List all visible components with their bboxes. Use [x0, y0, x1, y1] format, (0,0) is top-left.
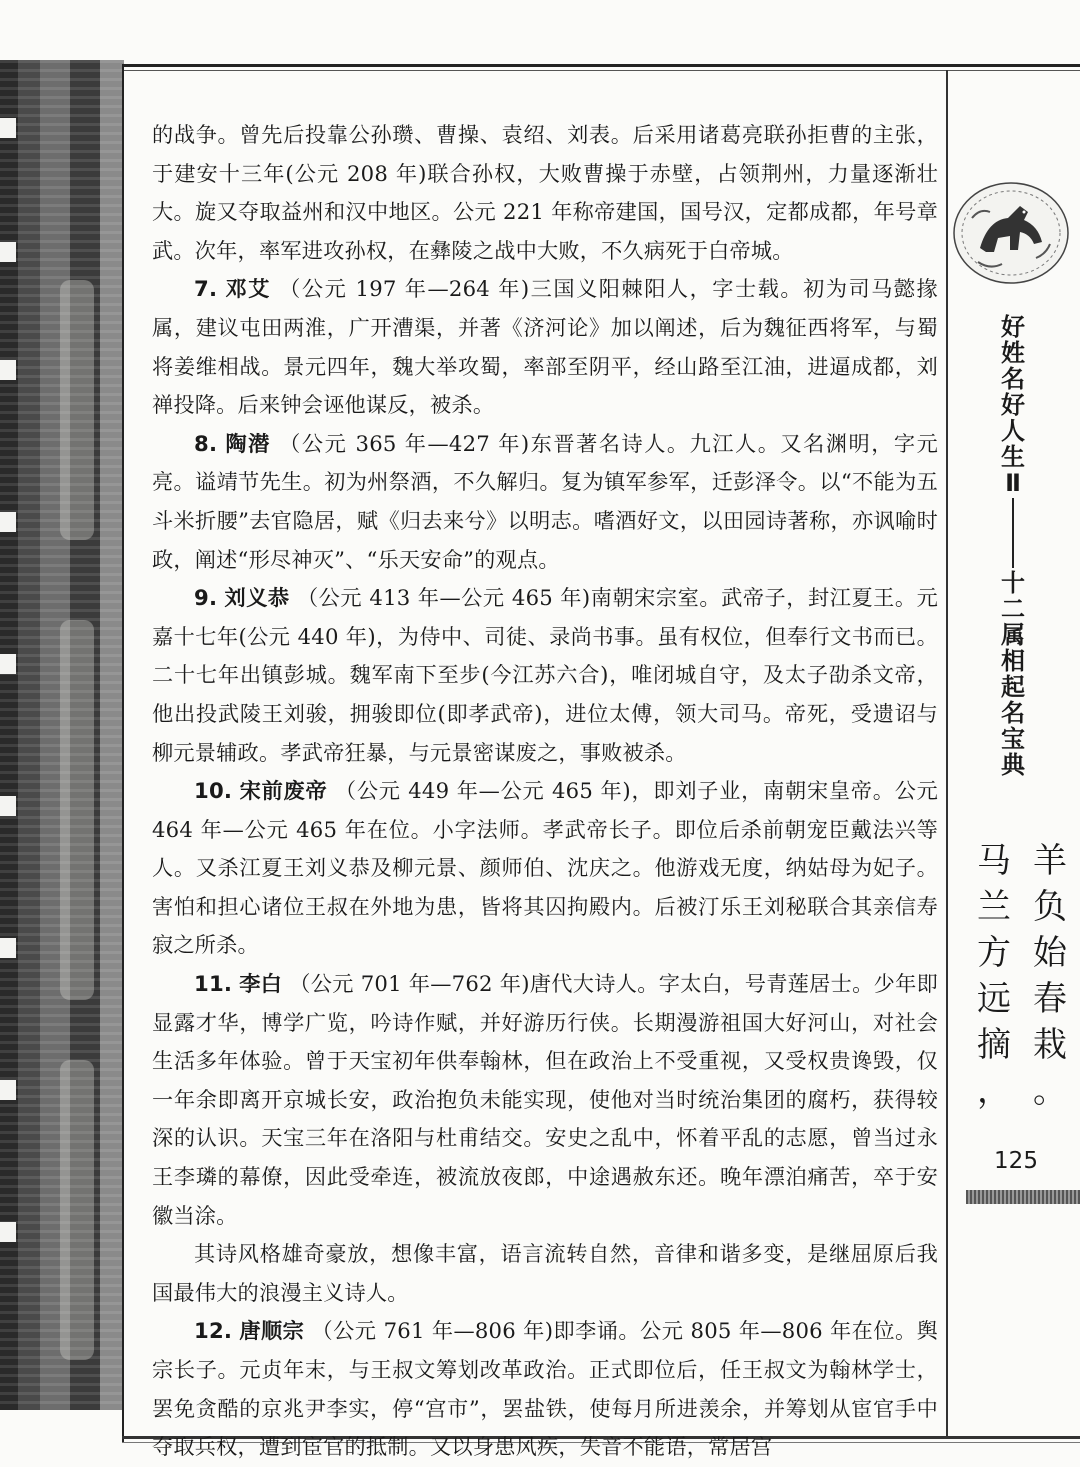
binding-notch	[0, 1080, 16, 1100]
entry-name: 宋前废帝	[239, 778, 328, 804]
entry-number: 8.	[194, 430, 218, 456]
entry-text: （公元 701 年—762 年)唐代大诗人。字太白，号青莲居士。少年即显露才华，博学广览，吟诗作赋，并好游历行侠。长期漫游祖国大好河山，对社会生活多年体验。曾于天宝初年供奉翰林，但在政治上不受重视，又受权贵谗毁，仅一年余即离开京城长安，政治抱负未能实现，使他对当时统治集团的腐朽，获得较深的认识。天宝三年在洛阳与杜甫结交。安史之乱中，怀着平乱的志愿，曾当过永王李璘的幕僚，因此受牵连，被流放夜郎，中途遇赦东还。晚年漂泊痛苦，卒于安徽当涂。	[152, 971, 939, 1228]
title-char: 生	[1001, 443, 1025, 471]
biography-entry	[152, 270, 938, 424]
poem-char: ，	[977, 1071, 1011, 1111]
poem-column-left	[972, 838, 1016, 1114]
entry-text: 其诗风格雄奇豪放，想像丰富，语言流转自然，音律和谐多变，是继屈原后我国最伟大的浪漫主义诗人。	[152, 1241, 938, 1305]
entry-name: 李白	[239, 971, 283, 997]
entry-number: 9.	[194, 585, 218, 611]
biography-entry	[152, 772, 938, 965]
poem-char: 摘	[977, 1025, 1011, 1065]
poem-char: 。	[1033, 1071, 1067, 1111]
entry-text: （公元 365 年—427 年)东晋著名诗人。九江人。又名渊明，字元亮。谥靖节先生。初为州祭酒，不久解归。复为镇军参军，迁彭泽令。以“不能为五斗米折腰”去官隐居，赋《归去来兮》以明志。嗜酒好文，以田园诗著称，亦讽喻时政，阐述“形尽神灭”、“乐天安命”的观点。	[152, 430, 939, 572]
poem-char: 始	[1033, 933, 1067, 973]
binding-notch	[0, 1222, 16, 1242]
entry-number: 7.	[194, 276, 218, 302]
title-char: 名	[1001, 699, 1025, 727]
vertical-book-title	[998, 314, 1028, 778]
binding-notch	[0, 242, 16, 262]
title-char: 人	[1001, 417, 1025, 445]
binding-notch	[0, 360, 16, 380]
poem-char: 羊	[1033, 841, 1067, 881]
page-frame-inner-rule	[124, 70, 1080, 71]
title-char: 名	[1001, 365, 1025, 393]
column-divider	[946, 70, 948, 1436]
entry-text: （公元 449 年—公元 465 年)，即刘子业，南朝宋皇帝。公元 464 年—公元 465 年在位。小字法师。孝武帝长子。即位后杀前朝宠臣戴法兴等人。又杀江夏王刘义恭及柳元景、颜师伯、沈庆之。他游戏无度，纳姑母为妃子。害怕和担心诸位王叔在外地为患，皆将其囚拘殿内。后被汀乐王刘秘联合其亲信寿寂之所杀。	[152, 778, 939, 958]
title-char: 属	[1001, 621, 1025, 649]
page-number: 125	[994, 1148, 1038, 1174]
poem-char: 栽	[1033, 1025, 1067, 1065]
biography-entry	[152, 425, 938, 579]
binding-texture	[60, 620, 94, 1000]
poem-column-right	[1028, 838, 1072, 1114]
title-char: 相	[1001, 647, 1025, 675]
title-char: 十	[1001, 569, 1025, 597]
entry-text: （公元 413 年—公元 465 年)南朝宋宗室。武帝子，封江夏王。元嘉十七年(公元 440 年)，为侍中、司徒、录尚书事。虽有权位，但奉行文书而已。二十七年出镇彭城。魏军南下至步(今江苏六合)，唯闭城自守，及太子劭杀文帝，他出投武陵王刘骏，拥骏即位(即孝武帝)，进位太傅，领大司马。帝死，受遗诏与柳元景辅政。孝武帝狂暴，与元景密谋废之，事败被杀。	[152, 585, 939, 765]
title-char: 宝	[1001, 725, 1025, 753]
entry-name: 刘义恭	[224, 585, 290, 611]
zodiac-horse-emblem-icon	[950, 178, 1072, 288]
binding-notch	[0, 512, 16, 532]
title-char: Ⅱ	[1005, 469, 1021, 497]
title-char: 典	[1001, 751, 1025, 779]
entry-number: 12.	[194, 1318, 233, 1344]
title-char: 好	[1001, 391, 1025, 419]
poem-char: 兰	[977, 887, 1011, 927]
binding-notch	[0, 796, 16, 816]
body-paragraph	[152, 116, 938, 270]
poem-char: 负	[1033, 887, 1067, 927]
entry-text: 的战争。曾先后投靠公孙瓒、曹操、袁绍、刘表。后采用诸葛亮联孙拒曹的主张，于建安十三年(公元 208 年)联合孙权，大败曹操于赤壁，占领荆州，力量逐渐壮大。旋又夺取益州和汉中地区。公元 221 年称帝建国，国号汉，定都成都，年号章武。次年，率军进攻孙权，在彝陵之战中大败，不久病死于白帝城。	[152, 122, 938, 263]
title-char: 起	[1001, 673, 1025, 701]
title-char: 好	[1001, 313, 1025, 341]
body-paragraph	[152, 1235, 938, 1312]
entry-text: （公元 761 年—806 年)即李诵。公元 805 年—806 年在位。舆宗长子。元贞年末，与王叔文筹划改革政治。正式即位后，任王叔文为翰林学士，罢免贪酷的京兆尹李实，停“宫市”，罢盐铁，使每月所进羡余，并筹划从宦官手中夺取兵权，遭到宦官的抵制。又以身患风疾，失音不能语，常居宫	[152, 1318, 939, 1460]
biography-entry	[152, 965, 938, 1235]
page-body-text	[152, 116, 938, 1467]
entry-name: 唐顺宗	[239, 1318, 305, 1344]
binding-notch	[0, 654, 16, 674]
entry-name: 陶潜	[225, 430, 271, 456]
binding-notch	[0, 938, 16, 958]
page-number-bar	[966, 1190, 1080, 1204]
book-binding-strip	[0, 60, 124, 1410]
poem-char: 马	[977, 841, 1011, 881]
binding-texture	[60, 280, 94, 540]
binding-texture	[60, 1060, 94, 1360]
poem-char: 方	[977, 933, 1011, 973]
title-char: 二	[1001, 595, 1025, 623]
entry-number: 11.	[194, 971, 233, 997]
entry-name: 邓艾	[225, 276, 271, 302]
poem-char: 远	[977, 979, 1011, 1019]
title-separator	[1012, 498, 1014, 568]
biography-entry	[152, 579, 938, 772]
poem-char: 春	[1033, 979, 1067, 1019]
entry-number: 10.	[194, 778, 233, 804]
binding-notch	[0, 118, 16, 138]
biography-entry	[152, 1312, 938, 1466]
title-char: 姓	[1001, 339, 1025, 367]
entry-text: （公元 197 年—264 年)三国义阳棘阳人，字士载。初为司马懿掾属，建议屯田两淮，广开漕渠，并著《济河论》加以阐述，后为魏征西将军，与蜀将姜维相战。景元四年，魏大举攻蜀，率部至阴平，经山路至江油，进逼成都，刘禅投降。后来钟会诬他谋反，被杀。	[152, 276, 939, 418]
